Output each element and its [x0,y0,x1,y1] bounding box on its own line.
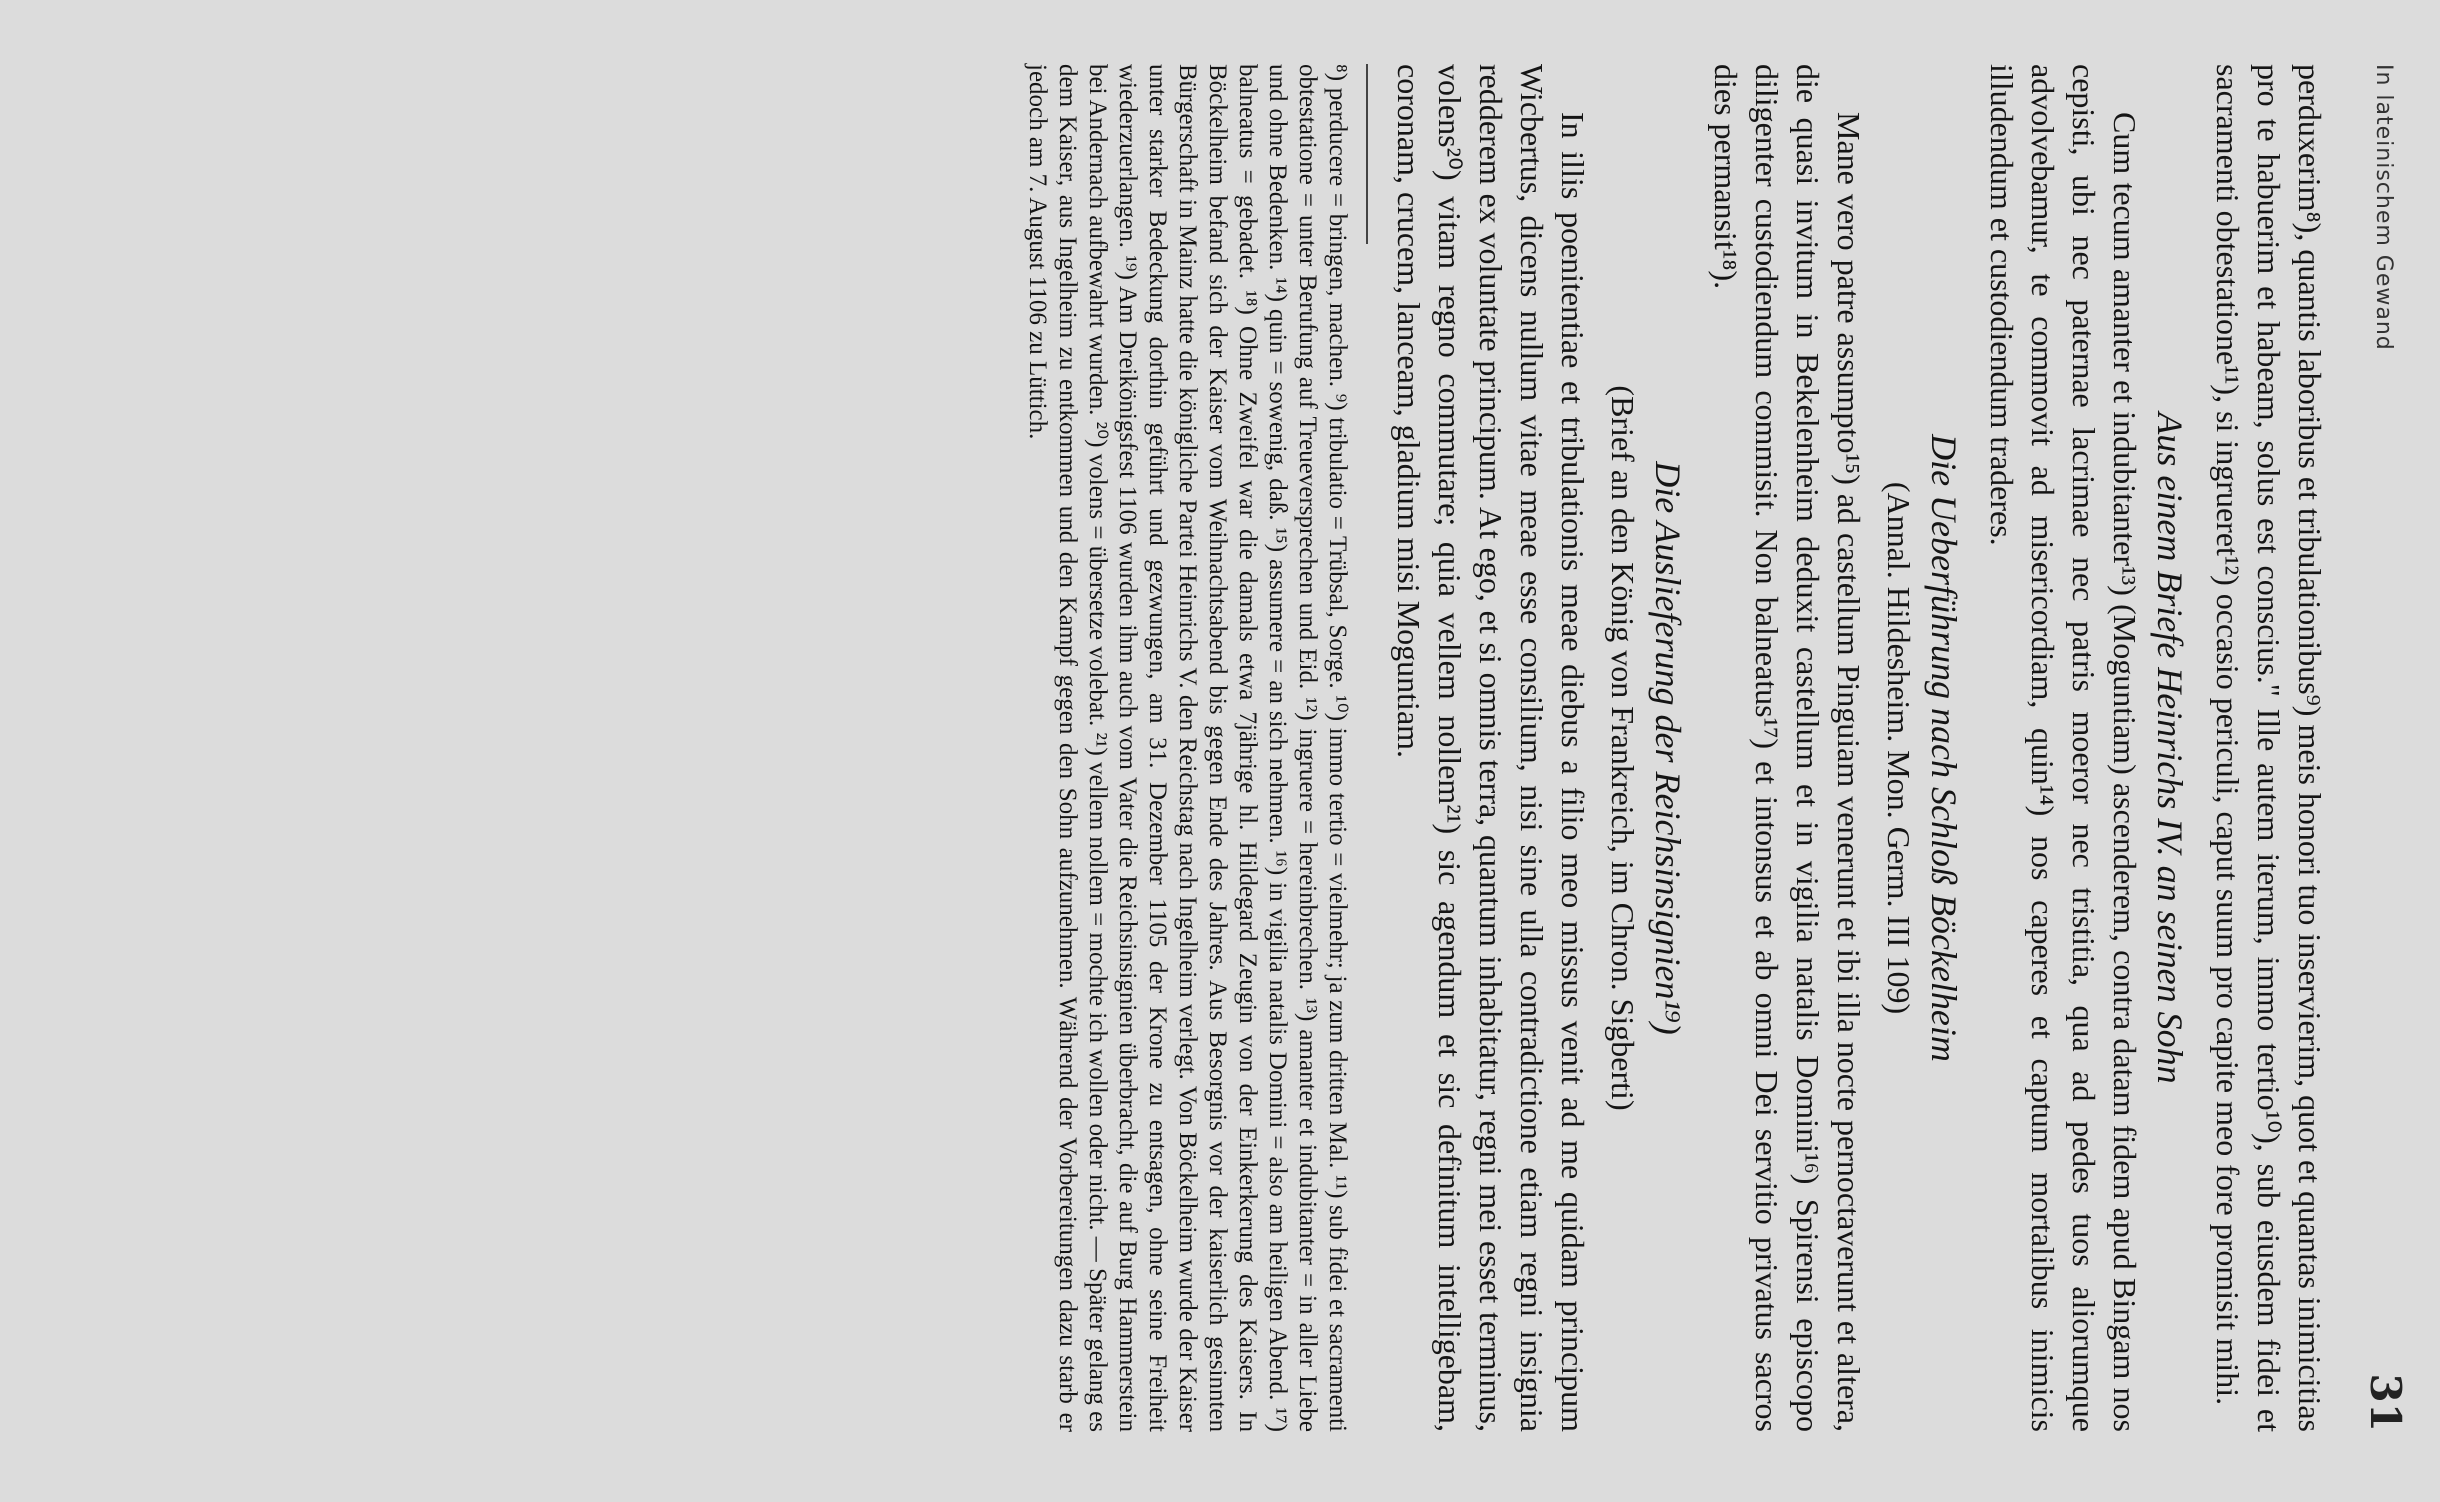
page-header [2350,64,2410,1432]
paragraph-3: Mane vero patre assumpto¹⁵) ad castellum Pinguiam venerunt et ibi illa nocte pernoctaverunt et altera, die quasi invitum in Bekelenheim deduxit castellum et in vigilia natalis Domini¹⁶) Spirensi episcopo diligenter custodiendum commisit. Non balneatus¹⁷) et intonsus et ab omni Dei servitio privatus sacros dies permansit¹⁸). [1708,64,1867,1432]
source-citation-annals: (Annal. Hildesheim. Mon. Germ. III 109) [1881,481,1917,1015]
footnote-divider [1366,64,1368,244]
page-number: 31 [2361,1373,2410,1432]
page-content [1022,64,2330,1432]
main-text [1388,64,2330,1432]
paragraph-1: perduxerim⁸), quantis laboribus et tribulationibus⁹) meis honori tuo inservierim, quot et quantas inimicitias pro te habuerim et habeam, solus est conscius." Ille autem iterum, immo tertio¹⁰), sub eiusdem fidei et sacramenti obtestatione¹¹), si ingrueret¹²) occasio periculi, caput suum pro capite meo fore promisit mihi. [2210,64,2328,1432]
source-citation-letter: (Brief an den König von Frankreich, im Chron. Sigberti) [1605,385,1641,1111]
running-head: In lateinischem Gewand [2371,64,2396,351]
footnotes [1022,64,1352,1432]
section-heading-insignia: Die Auslieferung der Reichsinsignien¹⁹) [1648,461,1688,1035]
section-heading-letter: Aus einem Briefe Heinrichs IV. an seinen Sohn [2150,412,2190,1084]
footnotes-text: ⁸) perducere = bringen, machen. ⁹) tribulatio = Trübsal, Sorge. ¹⁰) immo tertio = vielmehr; ja zum dritten Mal. ¹¹) sub fidei et sacramenti obtestatione = unter Berufung auf Treueversprechen und Eid. ¹²) ingruere = hereinbrechen. ¹³) amanter et indubitanter = in aller Liebe und ohne Bedenken. ¹⁴) quin = sowenig, daß. ¹⁵) assumere = an sich nehmen. ¹⁶) in vigilia natalis Domini = also am heiligen Abend. ¹⁷) balneatus = gebadet. ¹⁸) Ohne Zweifel war die damals etwa 7jährige hl. Hildegard Zeugin von der Einkerkerung des Kaisers. In Böckelheim befand sich der Kaiser vom Weihnachtsabend bis gegen Ende des Jahres. Aus Besorgnis vor der kaiserlich gesinnten Bürgerschaft in Mainz hatte die königliche Partei Heinrichs V. den Reichstag nach Ingelheim verlegt. Von Böckelheim wurde der Kaiser unter starker Bedeckung dorthin geführt und gezwungen, am 31. Dezember 1105 der Krone zu entsagen, ohne seine Freiheit wiederzuerlangen. ¹⁹) Am Dreikönigsfest 1106 wurden ihm auch vom Vater die Reichsinsignien überbracht, die auf Burg Hammerstein bei Andernach aufbewahrt wurden. ²⁰) volens = übersetze volebat. ²¹) vellem nollem = mochte ich wollen oder nicht. — Später gelang es dem Kaiser, aus Ingelheim zu entkommen und den Kampf gegen den Sohn aufzunehmen. Während der Vorbereitungen dazu starb er jedoch am 7. August 1106 zu Lüttich. [1024,64,1351,1432]
section-heading-boeckelheim: Die Ueberführung nach Schloß Böckelheim [1924,434,1964,1062]
paragraph-4: In illis poenitentiae et tribulationis meae diebus a filio meo missus venit ad me quidam principum Wicbertus, dicens nullum vitae meae esse consilium, nisi sine ulla contradictione etiam regni insignia redderem ex voluntate principum. At ego, et si omnis terra, quantum inhabitatur, regni mei esset terminus, volens²⁰) vitam regno commutare; quia vellem nollem²¹) sic agendum et sic definitum intelligebam, coronam, crucem, lanceam, gladium misi Moguntiam. [1391,64,1591,1432]
paragraph-2: Cum tecum amanter et indubitanter¹³) (Moguntiam) ascenderem, contra datam fidem apud Bingam nos cepisti, ubi nec paternae lacrimae nec patris moeror nec tristitia, qua ad pedes tuos aliorumque advolvebamur, te commovit ad misericordiam, quin¹⁴) nos caperes et captum mortalibus inimicis illudendum et custodiendum traderes. [1984,64,2143,1432]
